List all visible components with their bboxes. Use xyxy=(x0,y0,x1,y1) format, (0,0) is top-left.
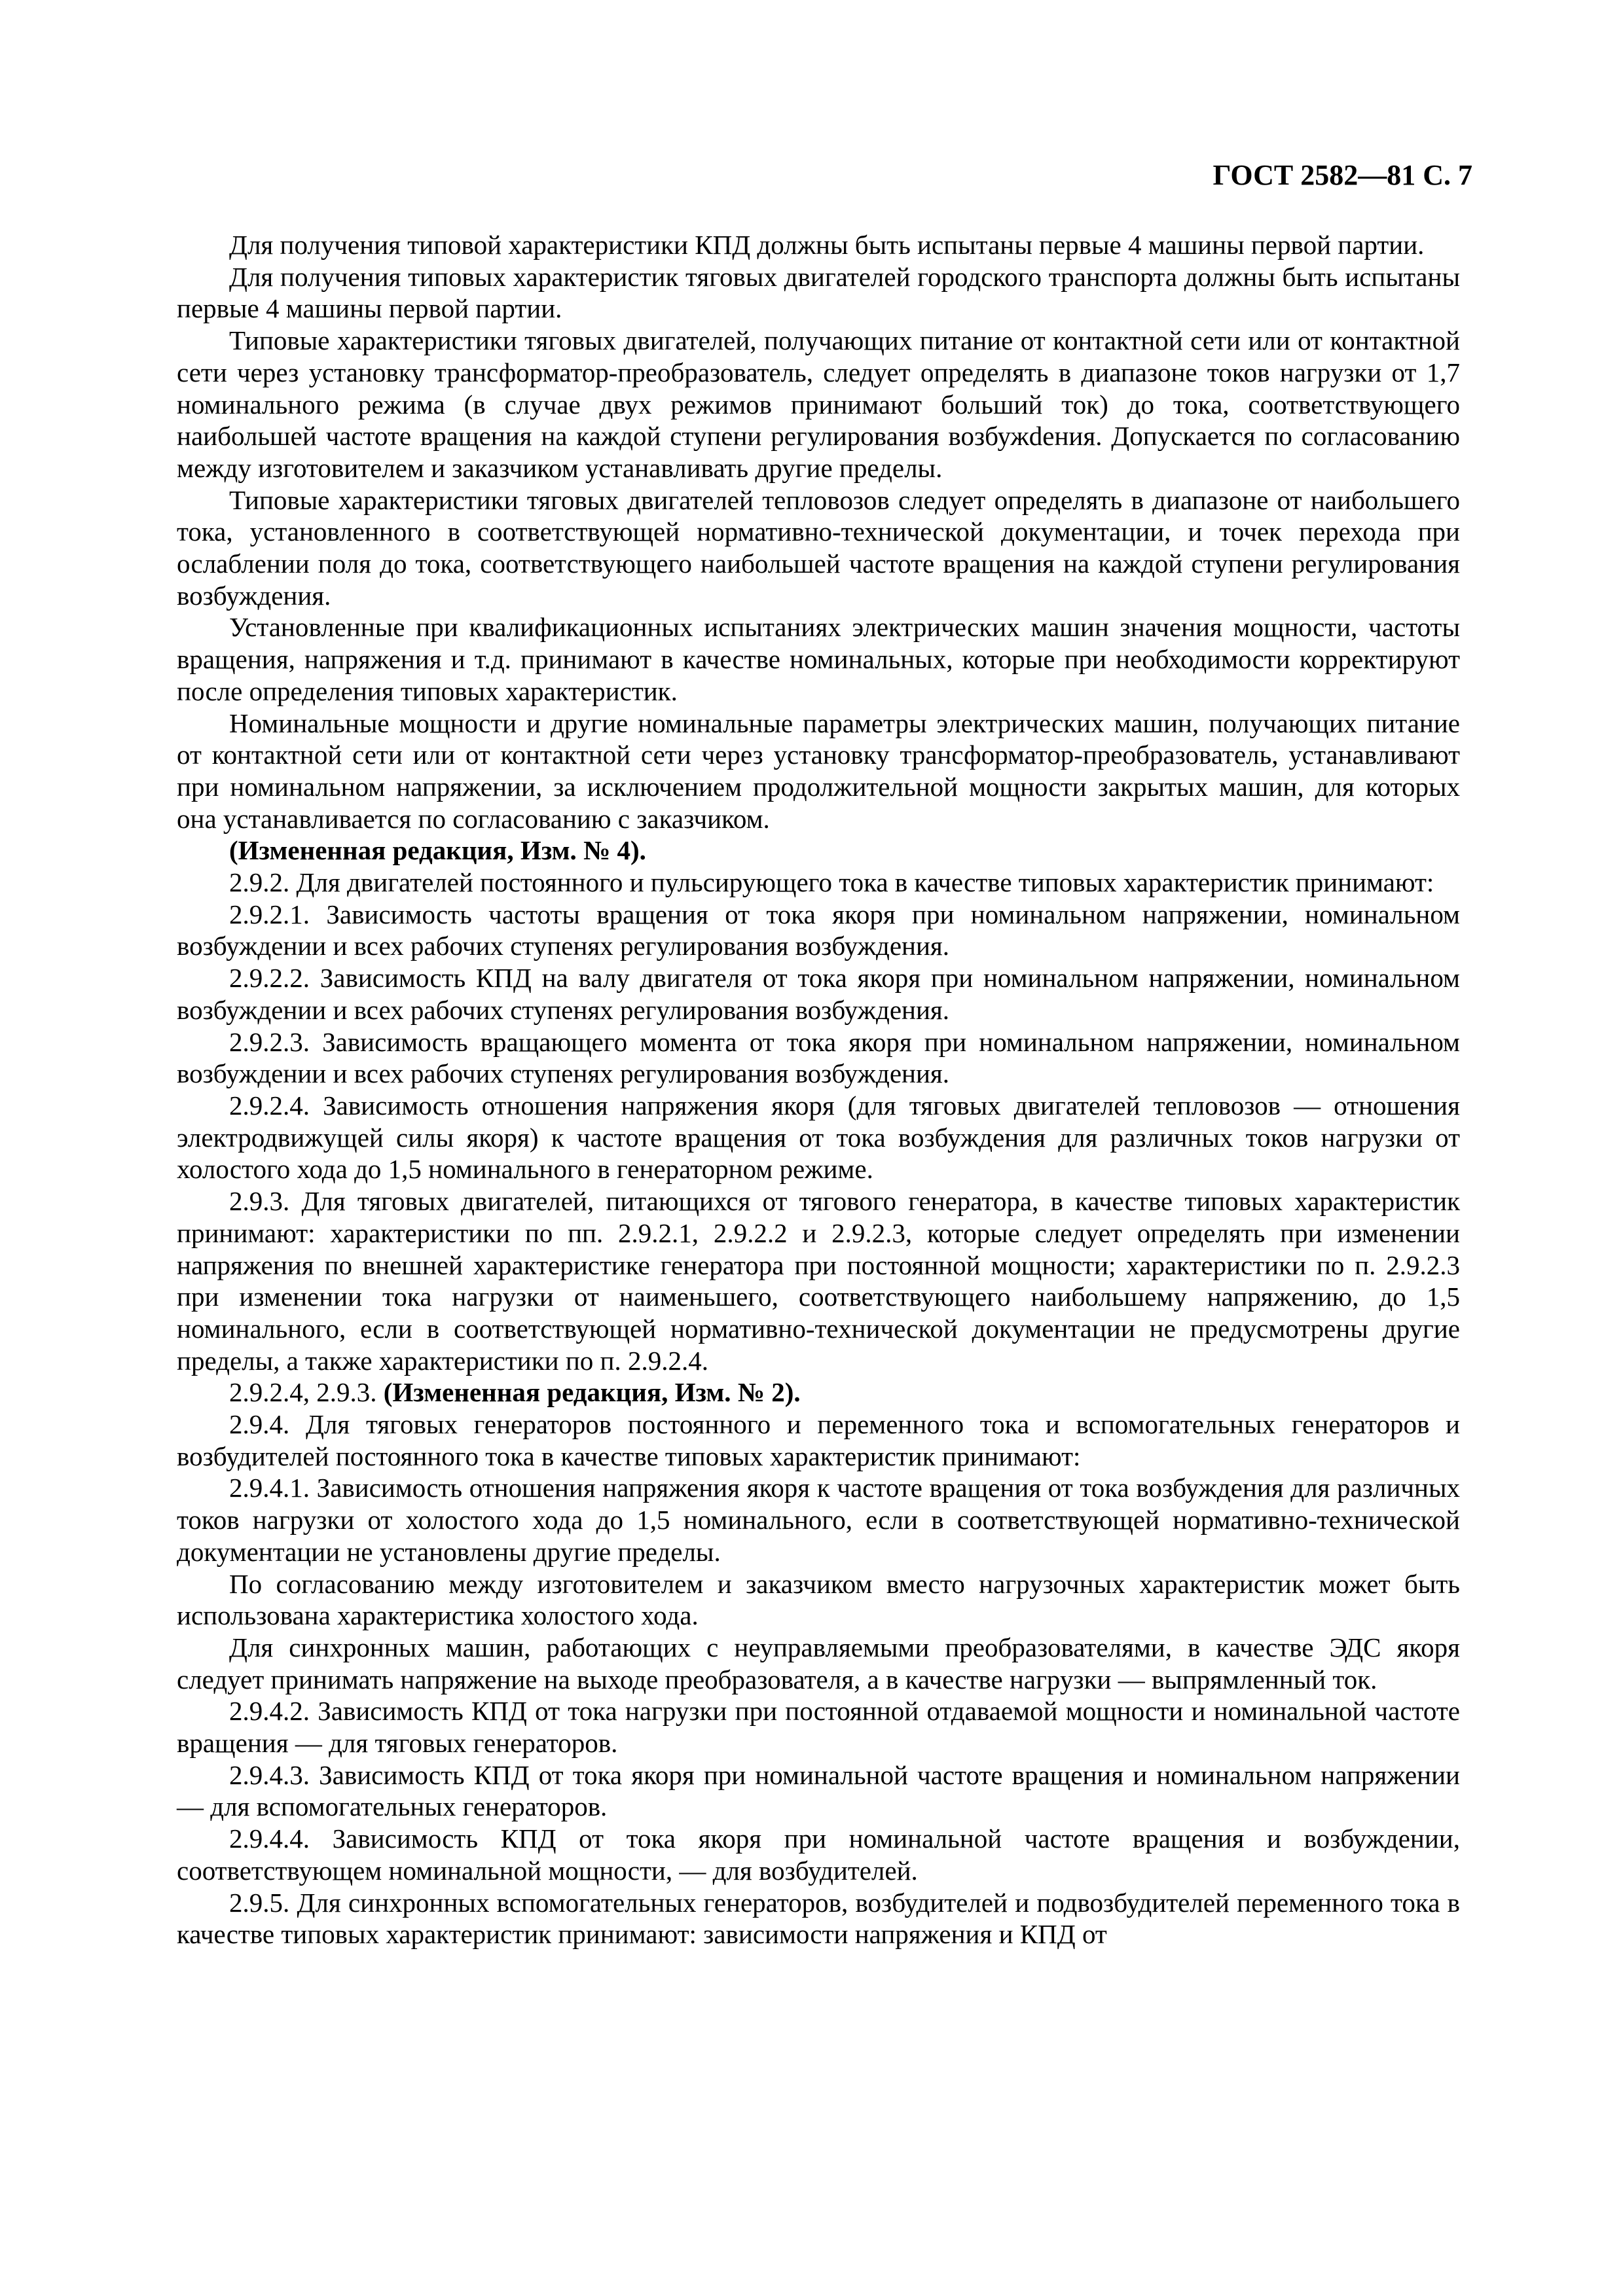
clause-2-9-2-1 xyxy=(177,899,1460,962)
paragraph-text: 2.9.4.3. Зависимость КПД от тока якоря при номинальной частоте вращения и номинальном напряжении — для вспомогательных генераторов. xyxy=(177,1759,1460,1822)
page-header: ГОСТ 2582—81 С. 7 xyxy=(1213,159,1472,191)
paragraph-text: Типовые характеристики тяговых двигателей тепловозов следует определять в диапазоне от наибольшего тока, установленного в соответствующей нормативно-технической документации, и точек перехода при ослаблении поля до тока, соответствующего наибольшей частоте вращения на каждой ступени регулирования возбуждения. xyxy=(177,484,1460,611)
amendment-note xyxy=(177,834,1460,867)
paragraph-bold-text: (Измененная редакция, Изм. № 4). xyxy=(229,835,646,866)
paragraph-5 xyxy=(177,611,1460,707)
clause-2-9-5 xyxy=(177,1887,1460,1950)
paragraph-4 xyxy=(177,484,1460,612)
paragraph-text: 2.9.4.1. Зависимость отношения напряжения якоря к частоте вращения от тока возбуждения для различных токов нагрузки от холостого хода до 1,5 номинального, если в соответствующей нормативно-технической документации не установлены другие пределы. xyxy=(177,1473,1460,1567)
paragraph-text: 2.9.2.4. Зависимость отношения напряжения якоря (для тяговых двигателей тепловозов — отношения электродвижущей силы якоря) к частоте вращения от тока возбуждения для различных токов нагрузки от холостого хода до 1,5 номинального в генераторном режиме. xyxy=(177,1090,1460,1185)
paragraph-6 xyxy=(177,708,1460,835)
paragraph-1 xyxy=(177,229,1460,261)
document-body xyxy=(177,229,1460,1950)
paragraph-text: Для синхронных машин, работающих с неуправляемыми преобразователями, в качестве ЭДС якоря следует принимать напряжение на выходе преобразователя, а в качестве нагрузки — выпрямленный ток. xyxy=(177,1632,1460,1695)
clause-2-9-4-1 xyxy=(177,1472,1460,1568)
paragraph-text: 2.9.2.4, 2.9.3. xyxy=(229,1377,384,1408)
clause-2-9-2-2 xyxy=(177,962,1460,1026)
paragraph-text: Для получения типовой характеристики КПД должны быть испытаны первые 4 машины первой партии. xyxy=(229,230,1425,260)
paragraph-text: Типовые характеристики тяговых двигателей, получающих питание от контактной сети или от контактной сети через установку трансформатор-преобразователь, следует определять в диапазоне токов нагрузки от 1,7 номинального режима (в случае двух режимов принимают больший ток) до тока, соответствующего наибольшей частоте вращения на каждой ступени регулирования возбужdения. Допускается по согласованию между изготовителем и заказчиком устанавливать другие пределы. xyxy=(177,325,1460,483)
amendment-note xyxy=(177,1376,1460,1408)
paragraph-17 xyxy=(177,1568,1460,1632)
clause-2-9-2-4 xyxy=(177,1090,1460,1185)
paragraph-18 xyxy=(177,1632,1460,1695)
paragraph-text: Установленные при квалификационных испытаниях электрических машин значения мощности, частоты вращения, напряжения и т.д. принимают в качестве номинальных, которые при необходимости корректируют после определения типовых характеристик. xyxy=(177,612,1460,706)
clause-2-9-2-3 xyxy=(177,1026,1460,1090)
paragraph-text: 2.9.4.4. Зависимость КПД от тока якоря при номинальной частоте вращения и возбуждении, соответствующем номинальной мощности, — для возбудителей. xyxy=(177,1823,1460,1886)
paragraph-text: 2.9.2.2. Зависимость КПД на валу двигателя от тока якоря при номинальном напряжении, номинальном возбуждении и всех рабочих ступенях регулирования возбуждения. xyxy=(177,963,1460,1025)
clause-2-9-3 xyxy=(177,1185,1460,1376)
paragraph-2 xyxy=(177,261,1460,325)
paragraph-text: 2.9.2. Для двигателей постоянного и пульсирующего тока в качестве типовых характеристик принимают: xyxy=(229,867,1434,898)
clause-2-9-4 xyxy=(177,1408,1460,1472)
paragraph-text: 2.9.2.3. Зависимость вращающего момента от тока якоря при номинальном напряжении, номинальном возбуждении и всех рабочих ступенях регулирования возбуждения. xyxy=(177,1026,1460,1089)
paragraph-3 xyxy=(177,325,1460,484)
paragraph-text: Номинальные мощности и другие номинальные параметры электрических машин, получающих питание от контактной сети или от контактной сети через установку трансформатор-преобразователь, устанавливают при номинальном напряжении, за исключением продолжительной мощности закрытых машин, для которых она устанавливается по согласованию с заказчиком. xyxy=(177,708,1460,834)
paragraph-text: По согласованию между изготовителем и заказчиком вместо нагрузочных характеристик может быть использована характеристика холостого хода. xyxy=(177,1568,1460,1631)
clause-2-9-4-3 xyxy=(177,1759,1460,1823)
paragraph-text: 2.9.4.2. Зависимость КПД от тока нагрузки при постоянной отдаваемой мощности и номинальной частоте вращения — для тяговых генераторов. xyxy=(177,1696,1460,1759)
paragraph-text: 2.9.4. Для тяговых генераторов постоянного и переменного тока и вспомогательных генераторов и возбудителей постоянного тока в качестве типовых характеристик принимают: xyxy=(177,1409,1460,1471)
paragraph-bold-text: (Измененная редакция, Изм. № 2). xyxy=(383,1377,801,1408)
clause-2-9-2 xyxy=(177,867,1460,899)
clause-2-9-4-2 xyxy=(177,1695,1460,1759)
clause-2-9-4-4 xyxy=(177,1823,1460,1886)
paragraph-text: Для получения типовых характеристик тяговых двигателей городского транспорта должны быть испытаны первые 4 машины первой партии. xyxy=(177,261,1460,324)
paragraph-text: 2.9.2.1. Зависимость частоты вращения от тока якоря при номинальном напряжении, номинальном возбуждении и всех рабочих ступенях регулирования возбуждения. xyxy=(177,899,1460,961)
paragraph-text: 2.9.3. Для тяговых двигателей, питающихся от тягового генератора, в качестве типовых характеристик принимают: характеристики по пп. 2.9.2.1, 2.9.2.2 и 2.9.2.3, которые следует определять при изменении напряжения по внешней характеристике генератора при постоянной мощности; характеристики по п. 2.9.2.3 при изменении тока нагрузки от наименьшего, соответствующего наибольшему напряжению, до 1,5 номинального, если в соответствующей нормативно-технической документации не предусмотрены другие пределы, а также характеристики по п. 2.9.2.4. xyxy=(177,1186,1460,1376)
paragraph-text: 2.9.5. Для синхронных вспомогательных генераторов, возбудителей и подвозбудителей переменного тока в качестве типовых характеристик принимают: зависимости напряжения и КПД от xyxy=(177,1887,1460,1950)
